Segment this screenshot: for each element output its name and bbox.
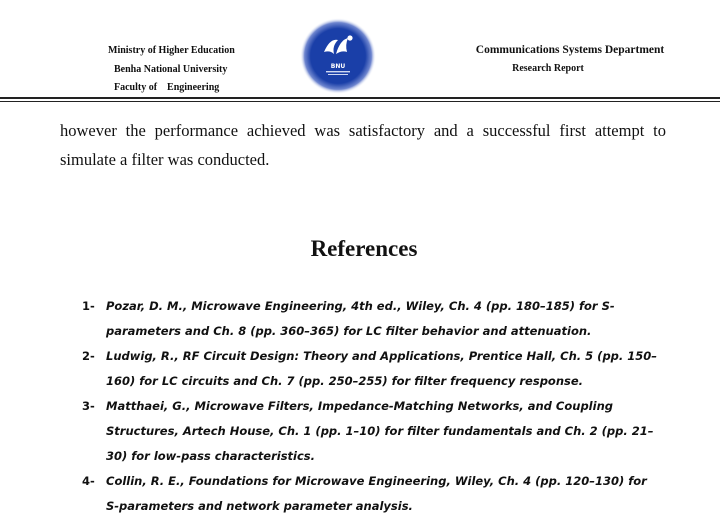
- header-rule-thick: [0, 97, 720, 99]
- reference-number: 2-: [82, 349, 95, 363]
- ministry-line: Ministry of Higher Education: [108, 45, 235, 56]
- logo-text: BNU: [330, 63, 346, 70]
- references-list: [82, 294, 662, 519]
- header-department-block: [455, 40, 685, 78]
- header-rule-thin: [0, 101, 720, 102]
- reference-item: [82, 294, 662, 344]
- reference-item: [82, 394, 662, 469]
- reference-item: [82, 469, 662, 519]
- university-line: Benha National University: [114, 63, 228, 75]
- reference-number: 1-: [82, 299, 95, 313]
- reference-number: 4-: [82, 474, 95, 488]
- reference-text: Pozar, D. M., Microwave Engineering, 4th ed., Wiley, Ch. 4 (pp. 180–185) for S-parameters and Ch. 8 (pp. 360–365) for LC filter behavior and attenuation.: [106, 299, 615, 338]
- header-institution-block: [108, 42, 248, 98]
- reference-text: Ludwig, R., RF Circuit Design: Theory and Applications, Prentice Hall, Ch. 5 (pp. 150–160) for LC circuits and Ch. 7 (pp. 250–255) for filter frequency response.: [106, 349, 658, 388]
- reference-item: [82, 344, 662, 394]
- reference-number: 3-: [82, 399, 95, 413]
- department-title: Communications Systems Department: [475, 44, 665, 56]
- university-logo: [300, 18, 376, 94]
- body-paragraph: however the performance achieved was satisfactory and a successful first attempt to simulate a filter was conducted.: [60, 121, 666, 169]
- report-type: Research Report: [512, 63, 584, 74]
- reference-text: Collin, R. E., Foundations for Microwave Engineering, Wiley, Ch. 4 (pp. 120–130) for S-parameters and network parameter analysis.: [106, 474, 647, 513]
- university-logo-icon: [300, 18, 376, 94]
- reference-text: Matthaei, G., Microwave Filters, Impedance-Matching Networks, and Coupling Structures, Artech House, Ch. 1 (pp. 1–10) for filter fundamentals and Ch. 2 (pp. 21–30) for low-pass characteristics.: [106, 399, 654, 463]
- faculty-line: Faculty of Engineering: [114, 82, 220, 93]
- references-heading: References: [310, 236, 418, 261]
